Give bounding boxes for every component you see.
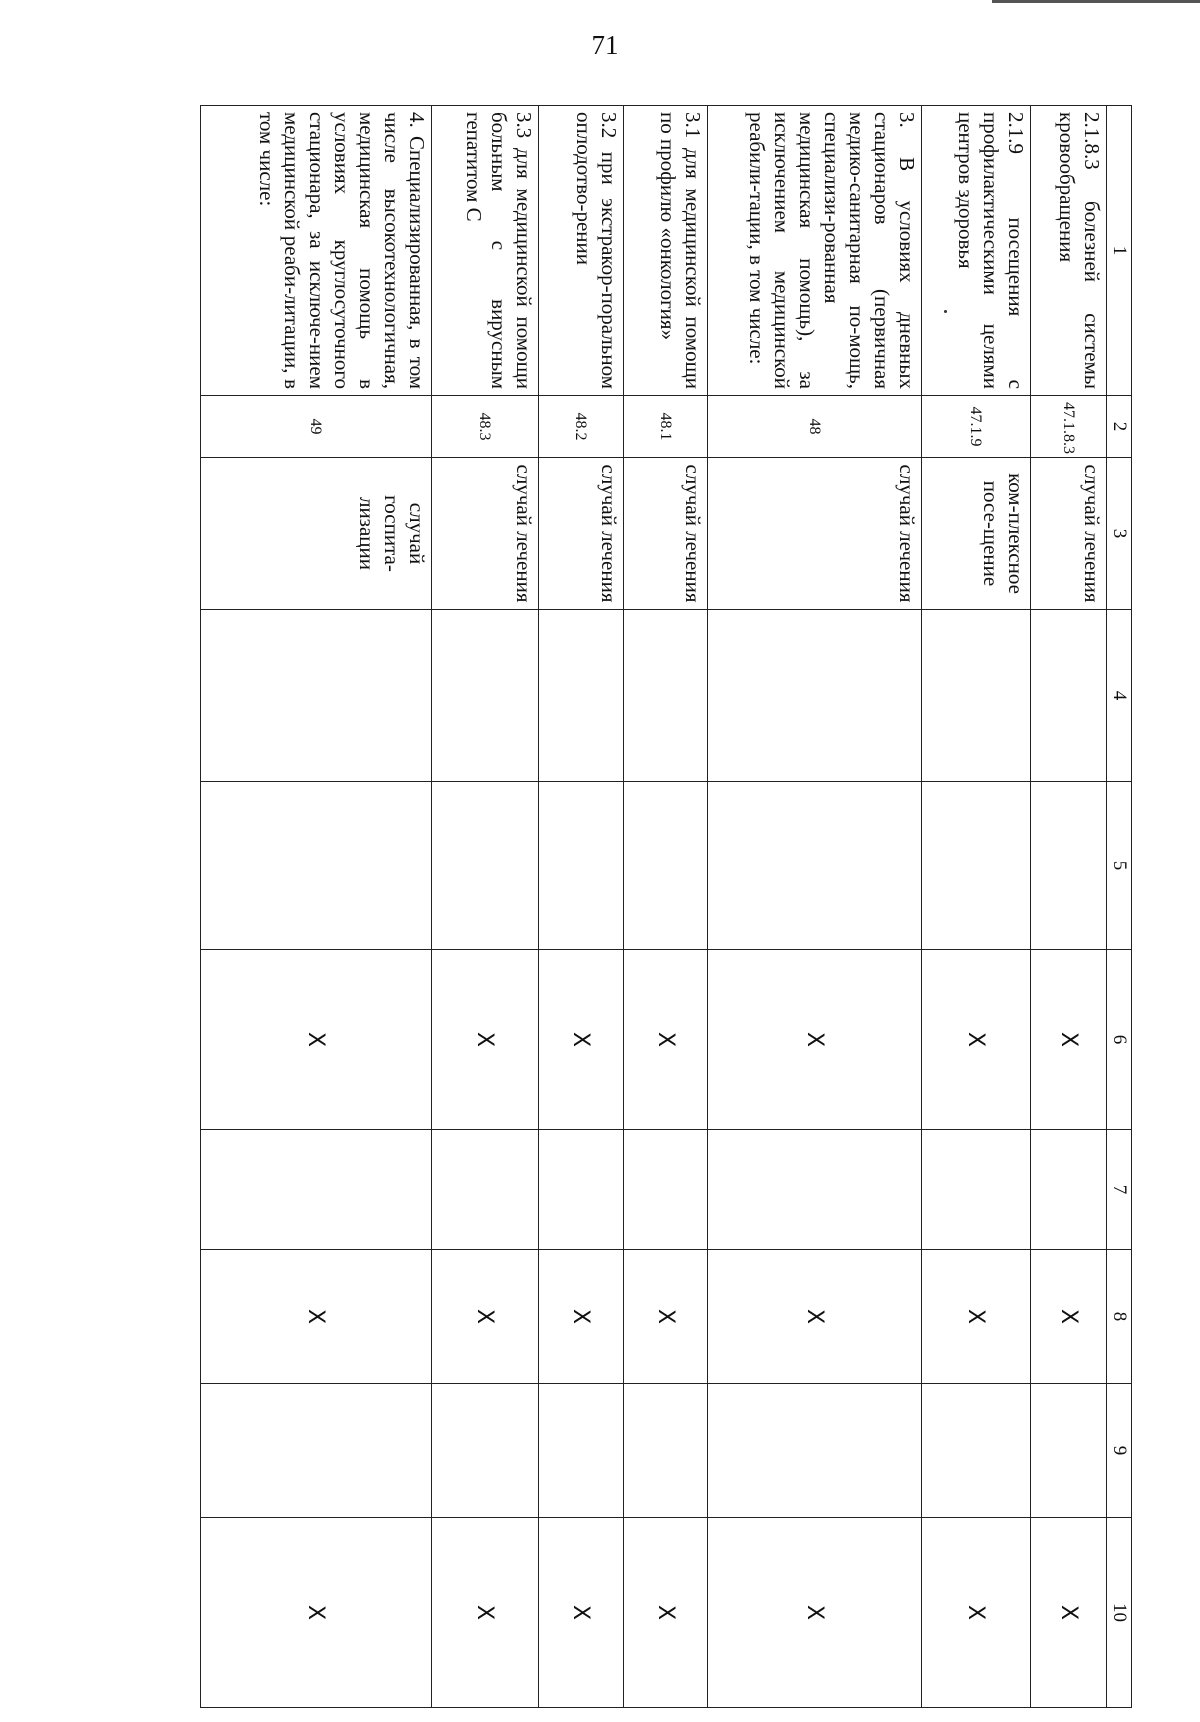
table-row (431, 106, 538, 1708)
row-code: 48.1 (623, 396, 708, 458)
cell-col8: X (431, 1250, 538, 1384)
cell-col10: X (623, 1518, 708, 1708)
cell-col6: X (431, 950, 538, 1130)
cell-col9 (431, 1384, 538, 1518)
row-unit: ком-плексное посе-щение (921, 458, 1030, 610)
row-description: 4. Специализированная, в том числе высокотехнологичная, медицинская помощь в условиях круглосуточного стационара, за исключе-нием медицинской реаби-литации, в том числе: (201, 106, 432, 396)
table-row (921, 106, 1030, 1708)
cell-col9 (538, 1384, 623, 1518)
table-row (538, 106, 623, 1708)
cell-col8: X (1030, 1250, 1106, 1384)
cell-col10: X (921, 1518, 1030, 1708)
cell-col10: X (708, 1518, 921, 1708)
row-code: 47.1.9 (921, 396, 1030, 458)
row-code: 48 (708, 396, 921, 458)
row-unit: случай лечения (431, 458, 538, 610)
cell-col4 (538, 610, 623, 782)
cell-col6: X (1030, 950, 1106, 1130)
medical-care-table (200, 105, 1132, 1708)
row-description: 3.3 для медицинской помощи больным с вирусным гепатитом С (431, 106, 538, 396)
row-code: 48.2 (538, 396, 623, 458)
row-description: 3.2 при экстракор-поральном оплодотво-рении (538, 106, 623, 396)
cell-col6: X (708, 950, 921, 1130)
cell-col7 (623, 1130, 708, 1250)
column-header: 7 (1107, 1130, 1132, 1250)
column-header: 1 (1107, 106, 1132, 396)
cell-col4 (1030, 610, 1106, 782)
cell-col5 (538, 782, 623, 950)
row-description: 3.1 для медицинской помощи по профилю «онкология» (623, 106, 708, 396)
cell-col8: X (708, 1250, 921, 1384)
row-unit: случай госпита-лизации (201, 458, 432, 610)
cell-col9 (1030, 1384, 1106, 1518)
row-description: 2.1.9 посещения с профилактическими целями центров здоровья (921, 106, 1030, 396)
table-row (1030, 106, 1106, 1708)
cell-col4 (708, 610, 921, 782)
rotated-table-container (200, 105, 1132, 1707)
column-header: 2 (1107, 396, 1132, 458)
cell-col5 (623, 782, 708, 950)
column-header: 9 (1107, 1384, 1132, 1518)
cell-col7 (431, 1130, 538, 1250)
cell-col7 (538, 1130, 623, 1250)
row-description: 2.1.8.3 болезней системы кровообращения (1030, 106, 1106, 396)
top-edge-rule (992, 0, 1200, 3)
cell-col5 (921, 782, 1030, 950)
table-row (708, 106, 921, 1708)
cell-col4 (431, 610, 538, 782)
cell-col9 (708, 1384, 921, 1518)
row-code: 48.3 (431, 396, 538, 458)
column-header: 6 (1107, 950, 1132, 1130)
cell-col6: X (538, 950, 623, 1130)
cell-col9 (623, 1384, 708, 1518)
column-header: 4 (1107, 610, 1132, 782)
cell-col10: X (538, 1518, 623, 1708)
cell-col5 (201, 782, 432, 950)
row-unit: случай лечения (1030, 458, 1106, 610)
cell-col8: X (538, 1250, 623, 1384)
cell-col4 (201, 610, 432, 782)
row-code: 47.1.8.3 (1030, 396, 1106, 458)
row-code: 49 (201, 396, 432, 458)
cell-col6: X (201, 950, 432, 1130)
cell-col4 (921, 610, 1030, 782)
cell-col7 (708, 1130, 921, 1250)
cell-col4 (623, 610, 708, 782)
row-unit: случай лечения (538, 458, 623, 610)
column-header: 3 (1107, 458, 1132, 610)
cell-col7 (201, 1130, 432, 1250)
page-number: 71 (591, 30, 619, 60)
cell-col10: X (431, 1518, 538, 1708)
column-header: 5 (1107, 782, 1132, 950)
column-header: 8 (1107, 1250, 1132, 1384)
cell-col7 (1030, 1130, 1106, 1250)
cell-col6: X (921, 950, 1030, 1130)
row-description: 3. В условиях дневных стационаров (первичная медико-санитарная по-мощь, специализи-рованная медицинская помощь), за исключением медицинской реабили-тации, в том числе: (708, 106, 921, 396)
cell-col5 (431, 782, 538, 950)
cell-col7 (921, 1130, 1030, 1250)
column-header: 10 (1107, 1518, 1132, 1708)
cell-col10: X (201, 1518, 432, 1708)
cell-col8: X (201, 1250, 432, 1384)
table-row (623, 106, 708, 1708)
cell-col9 (201, 1384, 432, 1518)
row-unit: случай лечения (708, 458, 921, 610)
cell-col6: X (623, 950, 708, 1130)
header-row (1107, 106, 1132, 1708)
cell-col10: X (1030, 1518, 1106, 1708)
cell-col5 (708, 782, 921, 950)
table-row (201, 106, 432, 1708)
cell-col5 (1030, 782, 1106, 950)
cell-col9 (921, 1384, 1030, 1518)
row-unit: случай лечения (623, 458, 708, 610)
cell-col8: X (921, 1250, 1030, 1384)
cell-col8: X (623, 1250, 708, 1384)
